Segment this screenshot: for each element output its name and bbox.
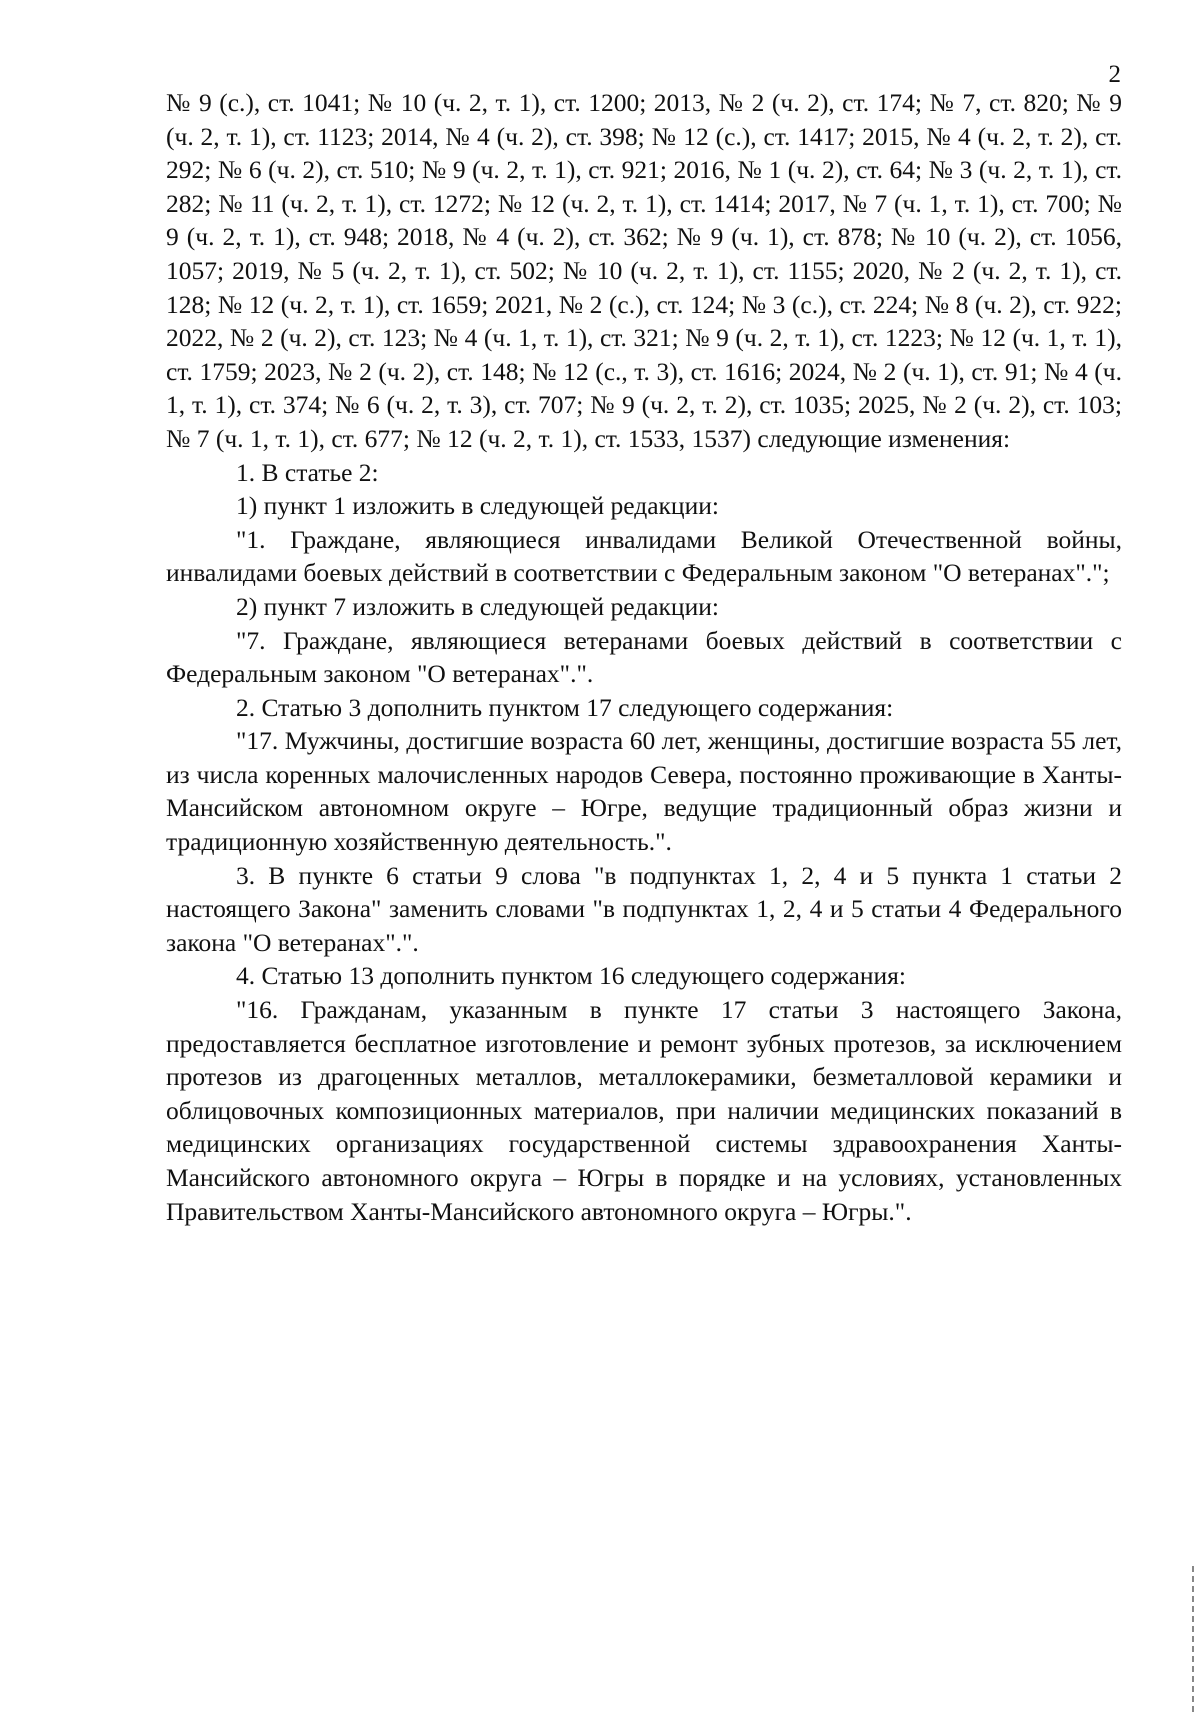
paragraph-item-3: 3. В пункте 6 статьи 9 слова "в подпунктах 1, 2, 4 и 5 пункта 1 статьи 2 настоящего Закона" заменить словами "в подпунктах 1, 2, 4 и 5 статьи 4 Федерального закона "О ветеранах".". xyxy=(166,860,1122,957)
paragraph-quote-17: "17. Мужчины, достигшие возраста 60 лет, женщины, достигшие возраста 55 лет, из числа коренных малочисленных народов Севера, постоянно проживающие в Ханты-Мансийском автономном округе – Югре, ведущие традиционный образ жизни и традиционную хозяйственную деятельность.". xyxy=(166,726,1122,857)
paragraph-quote-16: "16. Гражданам, указанным в пункте 17 статьи 3 настоящего Закона, предоставляется бесплатное изготовление и ремонт зубных протезов, за исключением протезов из драгоценных металлов, металлокерамики, безметалловой керамики и облицовочных композиционных материалов, при наличии медицинских показаний в медицинских организациях государственной системы здравоохранения Ханты-Мансийского автономного округа – Югры в порядке и на условиях, установленных Правительством Ханты-Мансийского автономного округа – Югры.". xyxy=(166,995,1122,1226)
paragraph-item-4: 4. Статью 13 дополнить пунктом 16 следующего содержания: xyxy=(236,961,906,991)
paragraph-subitem-2: 2) пункт 7 изложить в следующей редакции: xyxy=(236,591,719,621)
paragraph-quote-7: "7. Граждане, являющиеся ветеранами боевых действий в соответствии с Федеральным законом "О ветеранах".". xyxy=(166,625,1122,689)
paragraph-subitem-1: 1) пункт 1 изложить в следующей редакции: xyxy=(236,491,719,521)
scan-edge-mark xyxy=(1192,1566,1194,1716)
document-body xyxy=(166,86,1122,1228)
paragraph-quote-1: "1. Граждане, являющиеся инвалидами Великой Отечественной войны, инвалидами боевых действий в соответствии с Федеральным законом "О ветеранах"."; xyxy=(166,524,1122,588)
paragraph-item-2: 2. Статью 3 дополнить пунктом 17 следующего содержания: xyxy=(236,692,894,722)
paragraph-citations: № 9 (с.), ст. 1041; № 10 (ч. 2, т. 1), ст. 1200; 2013, № 2 (ч. 2), ст. 174; № 7, ст. 820; № 9 (ч. 2, т. 1), ст. 1123; 2014, № 4 (ч. 2), ст. 398; № 12 (с.), ст. 1417; 2015, № 4 (ч. 2, т. 2), ст. 292; № 6 (ч. 2), ст. 510; № 9 (ч. 2, т. 1), ст. 921; 2016, № 1 (ч. 2), ст. 64; № 3 (ч. 2, т. 1), ст. 282; № 11 (ч. 2, т. 1), ст. 1272; № 12 (ч. 2, т. 1), ст. 1414; 2017, № 7 (ч. 1, т. 1), ст. 700; № 9 (ч. 2, т. 1), ст. 948; 2018, № 4 (ч. 2), ст. 362; № 9 (ч. 1), ст. 878; № 10 (ч. 2), ст. 1056, 1057; 2019, № 5 (ч. 2, т. 1), ст. 502; № 10 (ч. 2, т. 1), ст. 1155; 2020, № 2 (ч. 2, т. 1), ст. 128; № 12 (ч. 2, т. 1), ст. 1659; 2021, № 2 (с.), ст. 124; № 3 (с.), ст. 224; № 8 (ч. 2), ст. 922; 2022, № 2 (ч. 2), ст. 123; № 4 (ч. 1, т. 1), ст. 321; № 9 (ч. 2, т. 1), ст. 1223; № 12 (ч. 1, т. 1), ст. 1759; 2023, № 2 (ч. 2), ст. 148; № 12 (с., т. 3), ст. 1616; 2024, № 2 (ч. 1), ст. 91; № 4 (ч. 1, т. 1), ст. 374; № 6 (ч. 2, т. 3), ст. 707; № 9 (ч. 2, т. 2), ст. 1035; 2025, № 2 (ч. 2), ст. 103; № 7 (ч. 1, т. 1), ст. 677; № 12 (ч. 2, т. 1), ст. 1533, 1537) следующие изменения: xyxy=(166,88,1122,453)
page-number: 2 xyxy=(1108,61,1121,88)
paragraph-item-1: 1. В статье 2: xyxy=(236,457,379,487)
